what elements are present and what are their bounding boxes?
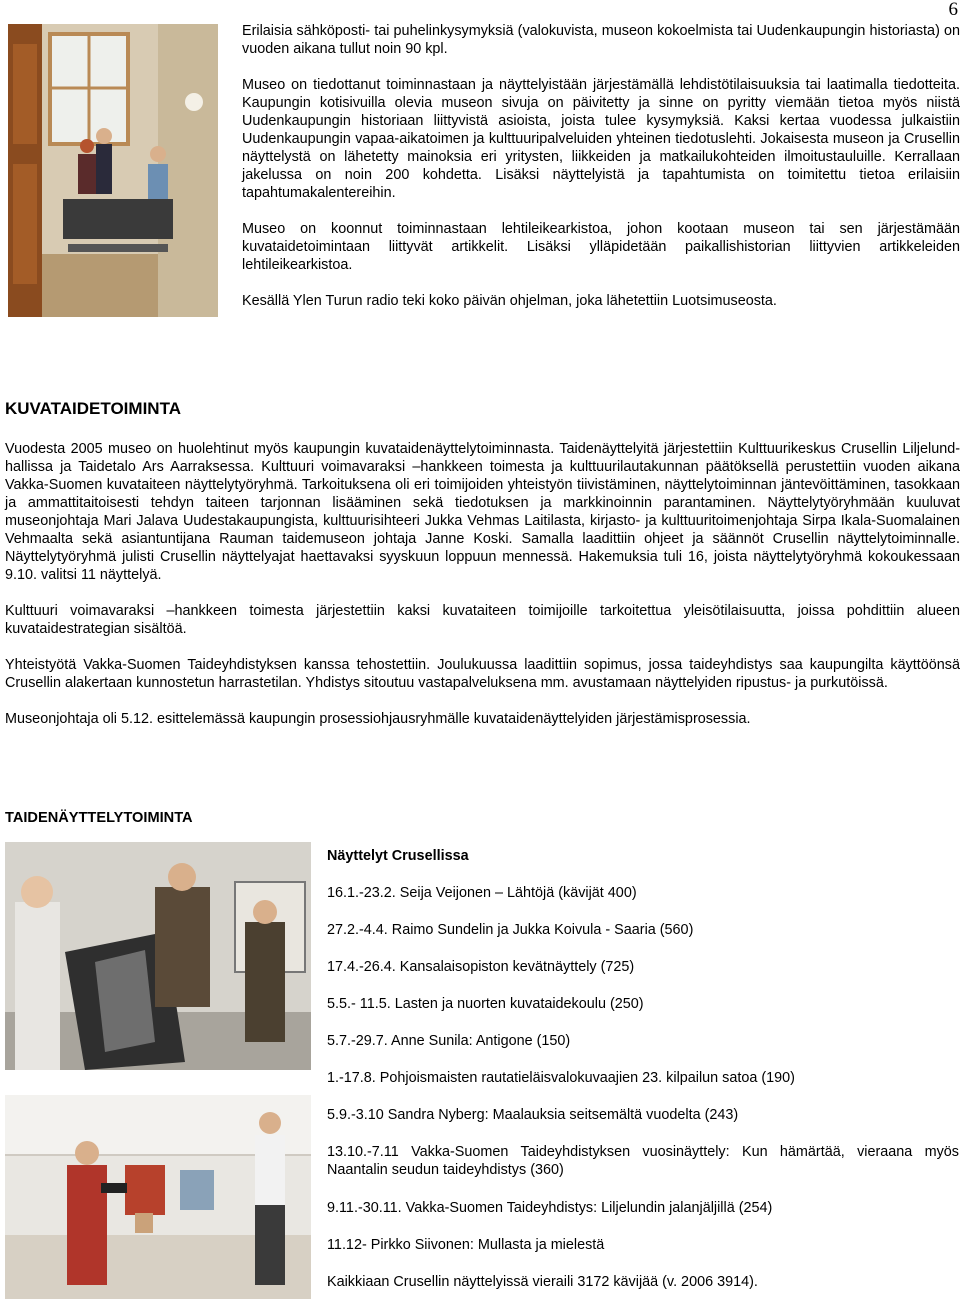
list-item: 9.11.-30.11. Vakka-Suomen Taideyhdistys: Liljelundin jalanjäljillä (254) [327, 1200, 773, 1216]
list-item: 17.4.-26.4. Kansalaisopiston kevätnäyttely (725) [327, 959, 635, 975]
list-item: 5.5.- 11.5. Lasten ja nuorten kuvataidekoulu (250) [327, 996, 644, 1012]
list-item: Kaikkiaan Crusellin näyttelyissä vieraili 3172 kävijää (v. 2006 3914). [327, 1274, 758, 1290]
list-item: 11.12- Pirkko Siivonen: Mullasta ja mielestä [327, 1237, 605, 1253]
list-item: 1.-17.8. Pohjoismaisten rautatieläisvalokuvaajien 23. kilpailun satoa (190) [327, 1070, 795, 1086]
paragraph: Kesällä Ylen Turun radio teki koko päivän ohjelman, joka lähetettiin Luotsimuseosta. [242, 293, 777, 309]
paragraph: Museo on tiedottanut toiminnastaan ja näyttelyistään järjestämällä lehdistötilaisuuksia tai laatimalla tiedotteita. Kaupungin kotisivuilla olevia museon sivuja on päivitetty ja sinne on pyritty viemään tietoa myös niistä Uudenkaupungin historiaan liittyvistä asioista, joista tulee kysymyksiä. Kaksi kertaa vuodessa julkaistiin Uudenkaupungin vapaa-aikatoimen ja kulttuuripalveluiden yhteinen tiedotuslehti. Jokaisesta museon ja Crusellin näyttelystä on lähetetty mainoksia eri yritysten, liikkeiden ja matkailukohteiden ilmoitustauluille. Kerrallaan jakelussa on noin 200 kohdetta. Lisäksi näyttelyistä ja tapahtumista on toimitettu tietoa erilaisiin tapahtumakalentereihin. [242, 77, 960, 201]
section-heading-kuvataide: KUVATAIDETOIMINTA [5, 399, 181, 418]
list-item: 27.2.-4.4. Raimo Sundelin ja Jukka Koivula - Saaria (560) [327, 922, 694, 938]
exhibition-opening-photo [5, 842, 311, 1070]
list-item: 5.9.-3.10 Sandra Nyberg: Maalauksia seitsemältä vuodelta (243) [327, 1107, 739, 1123]
paragraph: Yhteistyötä Vakka-Suomen Taideyhdistyksen kanssa tehostettiin. Joulukuussa laadittiin sopimus, jossa taideyhdistys saa kaupungilta käyttöönsä Crusellin alakertaan kunnostetun harrastetilan. Yhdistys sitoutuu vastapalveluksena mm. avustamaan näyttelyiden ripustus- ja purkutöissä. [5, 657, 960, 691]
paragraph: Kulttuuri voimavaraksi –hankkeen toimesta järjestettiin kaksi kuvataiteen toimijoille tarkoitettua yleisötilaisuutta, joissa pohdittiin alueen kuvataidestrategian sisältöä. [5, 603, 960, 637]
list-item: 16.1.-23.2. Seija Veijonen – Lähtöjä (kävijät 400) [327, 885, 637, 901]
page-number: 6 [948, 0, 958, 20]
list-item: 5.7.-29.7. Anne Sunila: Antigone (150) [327, 1033, 571, 1049]
section-heading-taidenayttely: TAIDENÄYTTELYTOIMINTA [5, 810, 193, 826]
museum-room-photo [8, 24, 218, 317]
exhibitions-list-title: Näyttelyt Crusellissa [327, 848, 469, 864]
paragraph: Museo on koonnut toiminnastaan lehtileikearkistoa, johon kootaan museon tai sen järjestämään kuvataidetoimintaan liittyvät artikkelit. Lisäksi ylläpidetään paikallishistorian liittyvien artikkeleiden lehtileikearkistoa. [242, 221, 960, 273]
list-item: 13.10.-7.11 Vakka-Suomen Taideyhdistyksen vuosinäyttely: Kun hämärtää, vieraana myös Naantalin seudun taideyhdistys (360) [327, 1144, 959, 1178]
paragraph: Vuodesta 2005 museo on huolehtinut myös kaupungin kuvataidenäyttelytoiminnasta. Taidenäyttelyitä järjestettiin Kulttuurikeskus Crusellin Liljelund-hallissa ja Taidetalo Ars Aarraksessa. Kulttuuri voimavaraksi –hankkeen toimesta ja kulttuurilautakunnan päätöksellä perustettiin vuoden aikana Vakka-Suomen kuvataiteen näyttelytyöryhmä. Tarkoituksena oli eri toimijoiden yhteistyön tiivistäminen, näyttelytoiminnan jäntevöittäminen, tasokkaan ja ammattitaitoisesti tehdyn taiteen tarjonnan lisääminen sekä tiedotuksen ja markkinoinnin parantaminen. Näyttelytyöryhmään kuuluvat museonjohtaja Mari Jalava Uudestakaupungista, kulttuurisihteeri Jukka Vehmas Laitilasta, kirjasto- ja kulttuuritoimenjohtaja Sirpa Ikala-Suomalainen Vehmaalta sekä asiantuntijana Rauman taidemuseon johtaja Janne Koski. Samalla laadittiin ohjeet ja säännöt Crusellin näyttelytoiminnalle. Näyttelytyöryhmä julisti Crusellin näyttelyajat haettavaksi syyskuun loppuun mennessä. Hakemuksia tuli 16, joista näyttelytyöryhmä kokoukessaan 9.10. valitsi 11 näyttelyä. [5, 441, 960, 583]
paragraph: Erilaisia sähköposti- tai puhelinkysymyksiä (valokuvista, museon kokoelmista tai Uudenkaupungin historiasta) on vuoden aikana tullut noin 90 kpl. [242, 23, 960, 57]
exhibitions-list [327, 0, 959, 1300]
gallery-hall-photo [5, 1095, 311, 1299]
paragraph: Museonjohtaja oli 5.12. esittelemässä kaupungin prosessiohjausryhmälle kuvataidenäyttelyiden järjestämisprosessia. [5, 711, 751, 727]
